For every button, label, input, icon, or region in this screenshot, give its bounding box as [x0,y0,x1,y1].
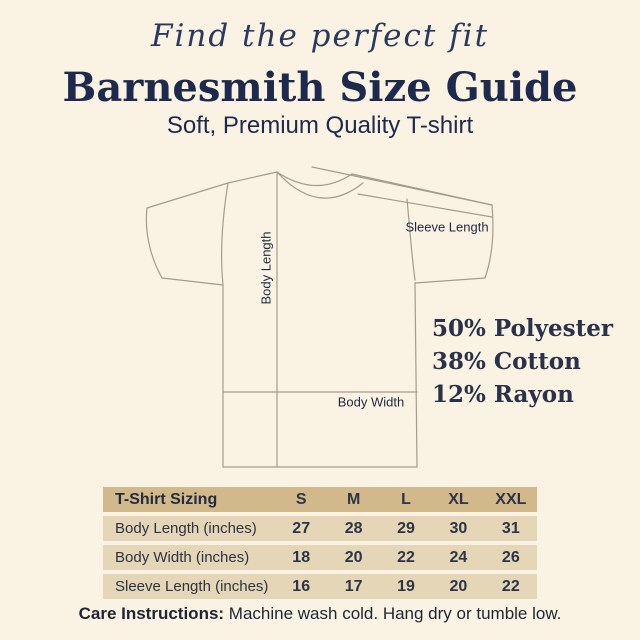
size-table-title: T-Shirt Sizing [115,490,218,508]
cell-value: 30 [449,519,468,537]
care-instructions [0,604,640,624]
cell-value: 24 [449,548,468,566]
cell-value: 20 [449,577,468,595]
row-label: Sleeve Length (inches) [115,578,269,595]
cell-value: 20 [344,548,363,566]
size-col-xl: XL [448,490,469,508]
body-length-label: Body Length [258,231,274,305]
fabric-composition [432,312,613,411]
size-col-s: S [295,490,307,508]
size-table-header-row [103,487,537,512]
page-subtitle: Soft, Premium Quality T-shirt [166,112,474,139]
cell-value: 16 [292,577,311,595]
fabric-line-polyester: 50% Polyester [432,315,613,342]
cell-value: 17 [344,577,363,595]
care-instructions-text: Machine wash cold. Hang dry or tumble low. [224,604,562,623]
row-label: Body Length (inches) [115,520,257,537]
size-col-xxl: XXL [495,490,527,508]
row-label: Body Width (inches) [115,549,250,566]
fabric-line-rayon: 12% Rayon [432,381,574,408]
table-row-sleeve-length [103,574,537,599]
cell-value: 31 [501,519,520,537]
cell-value: 19 [397,577,415,595]
cell-value: 26 [501,548,520,566]
page-title: Barnesmith Size Guide [62,64,578,111]
cell-value: 22 [501,577,520,595]
size-col-l: L [401,490,411,508]
cell-value: 27 [292,519,311,537]
sleeve-length-label: Sleeve Length [405,219,489,235]
table-row-body-length [103,516,537,541]
care-instructions-label: Care Instructions: [78,604,225,623]
cell-value: 22 [397,548,415,566]
fabric-line-cotton: 38% Cotton [432,348,581,375]
cell-value: 28 [344,519,363,537]
tagline-script-text: Find the perfect fit [150,18,490,54]
cell-value: 29 [397,519,415,537]
size-table [103,487,537,603]
body-width-label: Body Width [337,394,405,410]
table-row-body-width [103,545,537,570]
size-col-m: M [346,490,361,508]
cell-value: 18 [292,548,311,566]
